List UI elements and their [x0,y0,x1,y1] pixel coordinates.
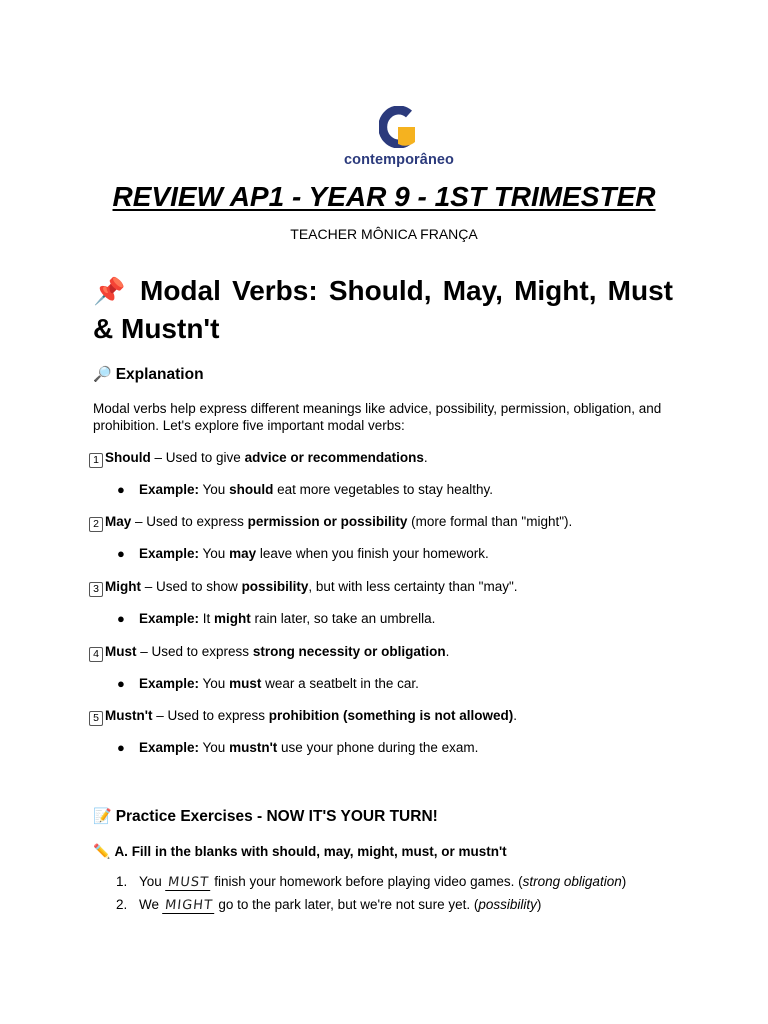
page-title: REVIEW AP1 - YEAR 9 - 1ST TRIMESTER [112,181,656,212]
bullet-icon: ● [117,611,125,626]
section-title: Modal Verbs: Should, May, Might, Must & Mustn't [93,275,674,344]
bullet-icon: ● [117,740,125,755]
example-might: ● Example: It might rain later, so take an umbrella. [117,611,436,626]
bullet-icon: ● [117,482,125,497]
number-badge-icon: 5 [89,711,103,726]
teacher-name: TEACHER MÔNICA FRANÇA [290,226,478,242]
pencil-icon: ✏️ [93,843,111,859]
example-may: ● Example: You may leave when you finish your homework. [117,546,489,561]
bullet-icon: ● [117,546,125,561]
logo-text: contemporâneo [343,152,455,168]
exercise-a-heading: ✏️ A. Fill in the blanks with should, may, might, must, or mustn't [93,843,507,859]
modal-item-might: 3 Might – Used to show possibility, but with less certainty than "may". [89,579,518,597]
intro-paragraph: Modal verbs help express different meanings like advice, possibility, permission, obligation, and prohibition. Let's explore five important modal verbs: [93,401,662,433]
number-badge-icon: 3 [89,582,103,597]
example-should: ● Example: You should eat more vegetables to stay healthy. [117,482,493,497]
school-logo [340,106,458,170]
modal-item-should: 1 Should – Used to give advice or recommendations. [89,450,428,468]
modal-item-mustnt: 5 Mustn't – Used to express prohibition (something is not allowed). [89,708,517,726]
example-mustnt: ● Example: You mustn't use your phone during the exam. [117,740,479,755]
pushpin-icon: 📌 [93,276,129,306]
exercise-item: 1. You MUST finish your homework before playing video games. (strong obligation) [116,874,627,890]
modal-item-must: 4 Must – Used to express strong necessity or obligation. [89,644,449,662]
logo-mark-icon [379,106,417,148]
magnifier-icon: 🔎 [93,366,112,383]
modal-item-may: 2 May – Used to express permission or possibility (more formal than "might"). [89,514,572,532]
practice-heading: 📝 Practice Exercises - NOW IT'S YOUR TURN! [93,808,438,825]
memo-icon: 📝 [93,808,112,825]
number-badge-icon: 1 [89,453,103,468]
bullet-icon: ● [117,676,125,691]
exercise-item: 2. We MIGHT go to the park later, but we're not sure yet. (possibility) [116,897,542,913]
example-must: ● Example: You must wear a seatbelt in the car. [117,676,419,691]
explanation-heading: 🔎 Explanation [93,366,204,383]
answer-blank[interactable]: MIGHT [162,898,216,914]
number-badge-icon: 2 [89,517,103,532]
section-heading [93,272,673,347]
number-badge-icon: 4 [89,647,103,662]
answer-blank[interactable]: MUST [165,875,212,891]
